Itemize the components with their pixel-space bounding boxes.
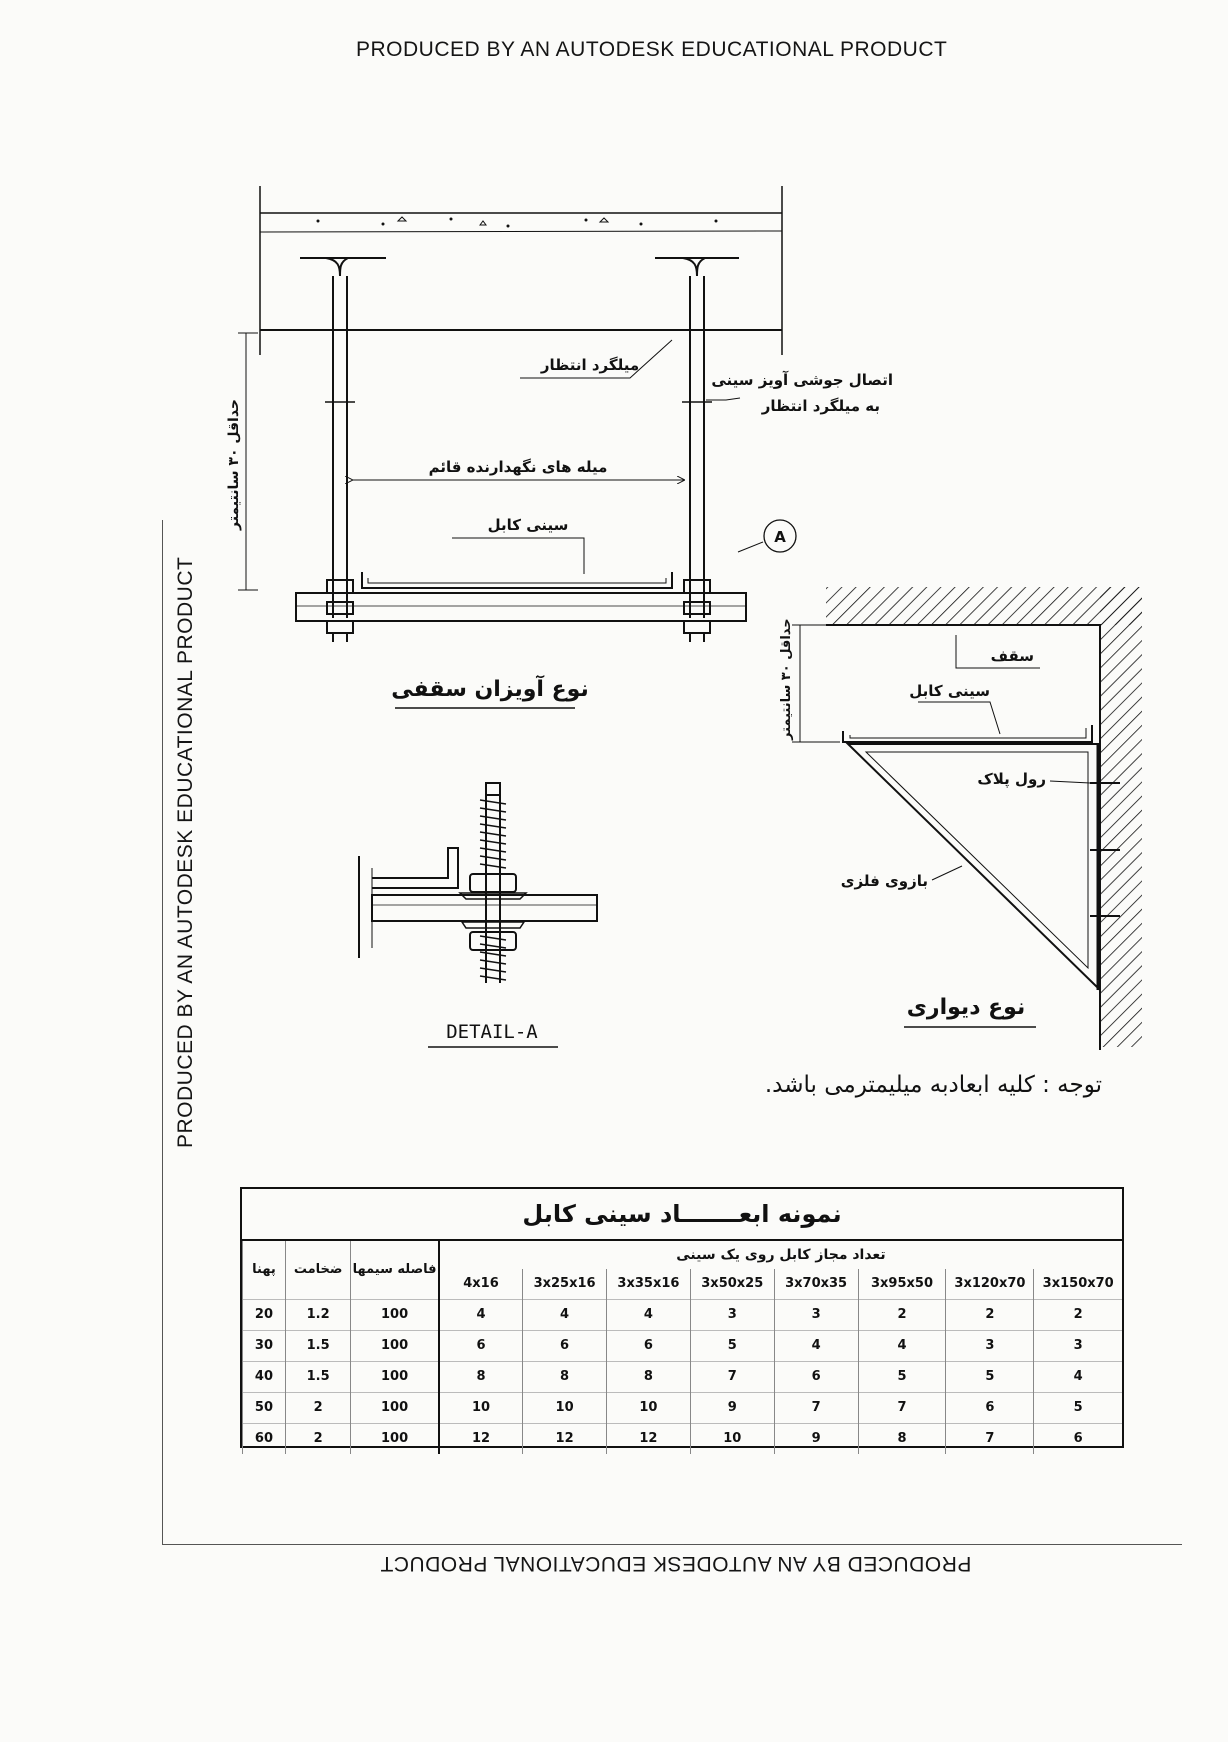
cell-width: 30 bbox=[243, 1330, 286, 1361]
header-cable: 3x35x16 bbox=[607, 1269, 691, 1299]
cell-spacing: 100 bbox=[351, 1330, 439, 1361]
cell-thickness: 1.5 bbox=[285, 1330, 350, 1361]
hanger-rod-right bbox=[655, 258, 739, 618]
label-weld-1: اتصال جوشی آویز سینی bbox=[711, 371, 893, 389]
label-holder: میله های نگهدارنده قائم bbox=[428, 458, 608, 476]
cell-cable-count: 6 bbox=[439, 1330, 523, 1361]
tray-leader bbox=[452, 538, 584, 574]
cell-spacing: 100 bbox=[351, 1392, 439, 1423]
callout-a-leader bbox=[738, 542, 763, 552]
table-row bbox=[243, 1299, 1123, 1330]
wall-tray bbox=[843, 725, 1092, 742]
label-arm: بازوی فلزی bbox=[840, 872, 928, 890]
base-plate bbox=[296, 593, 746, 621]
cell-cable-count: 8 bbox=[607, 1361, 691, 1392]
cell-thickness: 1.2 bbox=[285, 1299, 350, 1330]
vertical-dimension bbox=[226, 333, 258, 590]
tray-table-grid bbox=[242, 1241, 1122, 1454]
cell-cable-count: 12 bbox=[439, 1423, 523, 1454]
header-cable: 4x16 bbox=[439, 1269, 523, 1299]
label-anchor: رول پلاک bbox=[977, 770, 1046, 788]
dim-min-label: حداقل ۳۰ سانتیمتر bbox=[226, 398, 242, 530]
wall-vertical-dimension bbox=[779, 618, 840, 742]
cell-cable-count: 7 bbox=[690, 1361, 774, 1392]
cell-cable-count: 5 bbox=[858, 1361, 946, 1392]
cell-cable-count: 4 bbox=[1034, 1361, 1122, 1392]
cell-cable-count: 8 bbox=[858, 1423, 946, 1454]
wall-tray-leader bbox=[918, 702, 1000, 734]
nuts-right bbox=[684, 580, 710, 642]
label-ceiling: سقف bbox=[990, 647, 1034, 665]
label-tray: سینی کابل bbox=[487, 516, 569, 534]
cell-thickness: 1.5 bbox=[285, 1361, 350, 1392]
cell-cable-count: 6 bbox=[1034, 1423, 1122, 1454]
cell-spacing: 100 bbox=[351, 1361, 439, 1392]
cell-cable-count: 7 bbox=[774, 1392, 858, 1423]
cell-cable-count: 8 bbox=[523, 1361, 607, 1392]
cell-cable-count: 7 bbox=[946, 1423, 1034, 1454]
cell-cable-count: 6 bbox=[774, 1361, 858, 1392]
arm-leader bbox=[932, 866, 962, 880]
cell-width: 20 bbox=[243, 1299, 286, 1330]
header-spacing: فاصله سیمها bbox=[351, 1241, 439, 1299]
cell-width: 40 bbox=[243, 1361, 286, 1392]
cell-cable-count: 10 bbox=[523, 1392, 607, 1423]
cell-cable-count: 6 bbox=[946, 1392, 1034, 1423]
detail-tray-lip bbox=[372, 848, 458, 888]
cell-cable-count: 2 bbox=[1034, 1299, 1122, 1330]
cell-spacing: 100 bbox=[351, 1299, 439, 1330]
wall-dim-min: حداقل ۳۰ سانتیمتر bbox=[779, 618, 794, 740]
header-width: پهنا bbox=[243, 1241, 286, 1299]
header-cable: 3x150x70 bbox=[1034, 1269, 1122, 1299]
table-title: نمونه ابعـــــــاد سینی کابل bbox=[242, 1189, 1122, 1241]
cell-cable-count: 10 bbox=[607, 1392, 691, 1423]
wall-label-tray: سینی کابل bbox=[909, 682, 990, 700]
ceiling-hatch bbox=[826, 587, 1142, 625]
table-row bbox=[243, 1330, 1123, 1361]
tray-dimension-table bbox=[240, 1187, 1124, 1448]
cell-thickness: 2 bbox=[285, 1423, 350, 1454]
cell-cable-count: 4 bbox=[607, 1299, 691, 1330]
watermark-bottom: PRODUCED BY AN AUTODESK EDUCATIONAL PRODUCT bbox=[380, 1552, 972, 1575]
cell-width: 50 bbox=[243, 1392, 286, 1423]
cell-cable-count: 2 bbox=[858, 1299, 946, 1330]
cell-cable-count: 6 bbox=[607, 1330, 691, 1361]
cell-cable-count: 3 bbox=[690, 1299, 774, 1330]
hanger-rod-left bbox=[300, 258, 386, 618]
cell-cable-count: 10 bbox=[690, 1423, 774, 1454]
cell-cable-count: 9 bbox=[774, 1423, 858, 1454]
cell-cable-count: 12 bbox=[523, 1423, 607, 1454]
cell-cable-count: 4 bbox=[439, 1299, 523, 1330]
cell-cable-count: 2 bbox=[946, 1299, 1034, 1330]
header-cable: 3x95x50 bbox=[858, 1269, 946, 1299]
detail-caption: DETAIL-A bbox=[446, 1021, 538, 1043]
watermark-top: PRODUCED BY AN AUTODESK EDUCATIONAL PRODUCT bbox=[356, 38, 948, 61]
cell-cable-count: 8 bbox=[439, 1361, 523, 1392]
cell-cable-count: 4 bbox=[523, 1299, 607, 1330]
anchor-leader bbox=[1050, 781, 1090, 783]
wall-hatch bbox=[1100, 587, 1142, 1047]
watermark-left: PRODUCED BY AN AUTODESK EDUCATIONAL PRODUCT bbox=[174, 556, 197, 1148]
table-row bbox=[243, 1423, 1123, 1454]
cell-cable-count: 6 bbox=[523, 1330, 607, 1361]
cell-cable-count: 5 bbox=[1034, 1392, 1122, 1423]
callout-a-label: A bbox=[774, 528, 786, 546]
cable-tray-section bbox=[362, 572, 672, 588]
header-cable: 3x50x25 bbox=[690, 1269, 774, 1299]
table-body bbox=[243, 1299, 1123, 1454]
wall-caption: نوع دیواری bbox=[906, 995, 1026, 1020]
header-cable-group: تعداد مجاز کابل روی یک سینی bbox=[439, 1241, 1122, 1269]
metal-arm bbox=[848, 744, 1098, 988]
header-cable: 3x120x70 bbox=[946, 1269, 1034, 1299]
cell-cable-count: 12 bbox=[607, 1423, 691, 1454]
label-rod: میلگرد انتظار bbox=[540, 356, 640, 374]
header-cable: 3x25x16 bbox=[523, 1269, 607, 1299]
detail-a-drawing bbox=[359, 783, 597, 1047]
cell-cable-count: 5 bbox=[690, 1330, 774, 1361]
cell-cable-count: 4 bbox=[858, 1330, 946, 1361]
cell-width: 60 bbox=[243, 1423, 286, 1454]
cell-cable-count: 7 bbox=[858, 1392, 946, 1423]
cell-cable-count: 3 bbox=[946, 1330, 1034, 1361]
cell-cable-count: 3 bbox=[774, 1299, 858, 1330]
cell-thickness: 2 bbox=[285, 1392, 350, 1423]
wall-bracket-drawing bbox=[779, 587, 1142, 1050]
weld-leader bbox=[706, 398, 740, 400]
threaded-rod bbox=[480, 783, 506, 983]
header-cable: 3x70x35 bbox=[774, 1269, 858, 1299]
cell-cable-count: 9 bbox=[690, 1392, 774, 1423]
cell-cable-count: 10 bbox=[439, 1392, 523, 1423]
cell-cable-count: 5 bbox=[946, 1361, 1034, 1392]
ceiling-caption: نوع آویزان سقفی bbox=[391, 677, 589, 702]
cell-spacing: 100 bbox=[351, 1423, 439, 1454]
table-row bbox=[243, 1392, 1123, 1423]
nuts-left bbox=[327, 580, 353, 642]
cell-cable-count: 4 bbox=[774, 1330, 858, 1361]
label-weld-2: به میلگرد انتظار bbox=[761, 397, 880, 415]
table-row bbox=[243, 1361, 1123, 1392]
header-thickness: ضخامت bbox=[285, 1241, 350, 1299]
dimension-note: توجه : کلیه ابعادبه میلیمترمی باشد. bbox=[764, 1072, 1102, 1098]
cell-cable-count: 3 bbox=[1034, 1330, 1122, 1361]
